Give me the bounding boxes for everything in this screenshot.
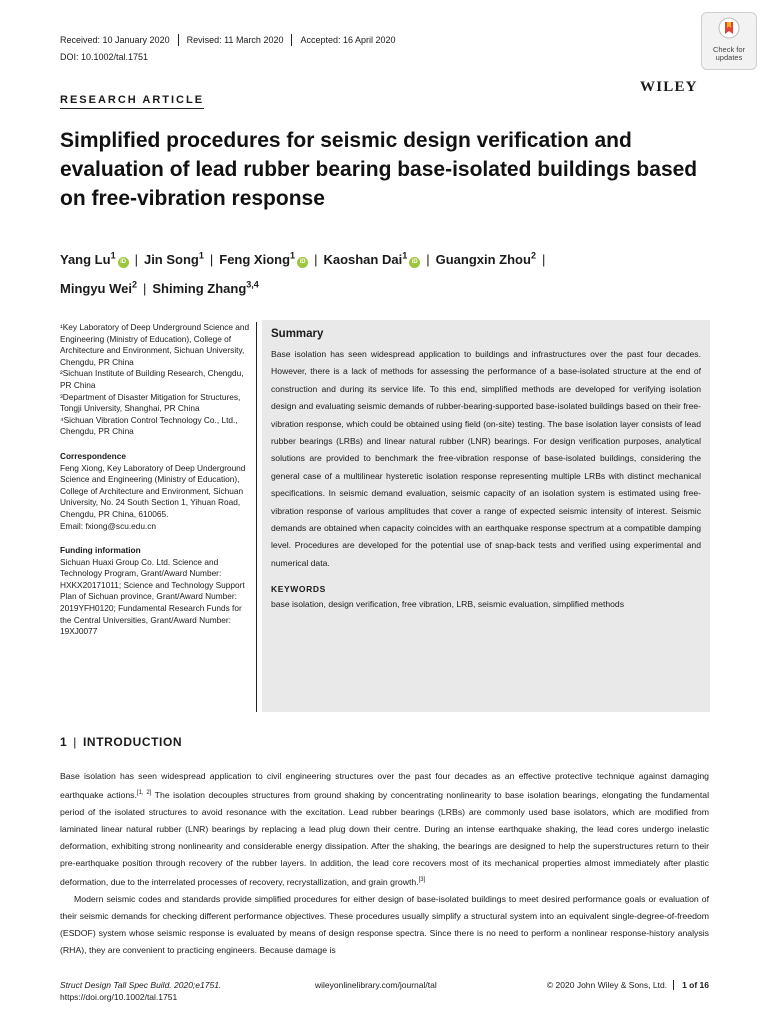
revised-date: Revised: 11 March 2020 [178,34,292,46]
correspondence-email[interactable]: Email: fxiong@scu.edu.cn [60,520,157,531]
check-for-updates-badge[interactable] [701,12,757,70]
orcid-icon[interactable]: iD [409,257,420,268]
keywords-list: base isolation, design verification, free vibration, LRB, seismic evaluation, simplified methods [271,599,624,610]
section-heading [60,735,182,749]
publisher-logo: WILEY [640,79,698,95]
correspondence-text: Feng Xiong, Key Laboratory of Deep Underground Science and Engineering (Ministry of Education), College of Architecture and Environment, Sichuan University, No. 24 South Section 1, Yihuan Road, Chengdu, PR China, 610065. [60,462,246,519]
author[interactable]: Mingyu Wei$^2$ [60,279,137,296]
orcid-icon[interactable]: iD [118,257,129,268]
correspondence-heading: Correspondence [60,450,126,461]
author[interactable]: Guangxin Zhou$^2$ [435,251,536,268]
author[interactable]: Shiming Zhang$^{3,4}$ [152,279,259,296]
affiliation: ³Department of Disaster Mitigation for Structures, Tongji University, Shanghai, PR China [60,391,241,414]
bookmark-icon [718,17,740,39]
author[interactable]: Feng Xiong$^1$iD [219,252,308,267]
author-list [60,244,720,301]
introduction-body [60,768,709,959]
article-dates [60,34,404,46]
copyright: © 2020 John Wiley & Sons, Ltd. [546,980,668,990]
column-divider [256,322,257,712]
author[interactable]: Jin Song$^1$ [143,251,204,268]
article-title: Simplified procedures for seismic design verification and evaluation of lead rubber bearing base-isolated buildings based on free-vibration response [60,129,698,210]
affiliation: ¹Key Laboratory of Deep Underground Science and Engineering (Ministry of Education), College of Architecture and Environment, Sichuan University, Chengdu, PR China [60,322,250,367]
received-date: Received: 10 January 2020 [60,35,170,45]
orcid-icon[interactable]: iD [297,257,308,268]
doi[interactable]: DOI: 10.1002/tal.1751 [60,52,149,62]
journal-url[interactable]: wileyonlinelibrary.com/journal/tal [315,980,437,990]
summary-box [262,320,710,712]
summary-text: Base isolation has seen widespread application to buildings and infrastructures over the past four decades. However, there is a lack of methods for assessing the performance of a base-isolated structure at the end of construction and during its service life. To this end, simplified methods are developed for verifying isolation design and evaluating seismic demands of rubber-bearing-supported base-isolated buildings based on their free-vibration response, which could be obtained using field (on-site) testing. The base isolation layer consists of lead rubber bearings (LRBs) and linear natural rubber (LNR) bearings. For design verification purposes, analytical solutions are provided to benchmark the free-vibration response of base-isolated buildings, considering the general case of a multilinear hysteretic isolation response representing multiple LRBs with distinct mechanical specifications. In seismic demand evaluation, seismic capacity of an isolation system is estimated using free-vibration response of various amplitudes that cover a range of expected seismic intensity of interest. Seismic demands are obtained when capacity coincides with an earthquake response spectrum at a compatible damping level. Procedures are developed for the potential use of snap-back tests and verified using experimental and numerical data. [271,349,701,568]
accepted-date: Accepted: 16 April 2020 [291,34,403,46]
keywords-heading: KEYWORDS [271,584,326,595]
citation-link[interactable]: [3] [418,876,426,883]
paragraph: Base isolation has seen widespread application to civil engineering structures over the past four decades as an effective protective technique against damaging earthquake actions.[1, 2] The isolation decouples structures from ground shaking by concentrating nonlinearity to base isolation bearings, elongating the fundamental period of the isolated structures to avoid resonance with the excitation. Lead rubber bearings (LRBs) are commonly used base isolators, which are modified from laminated linear natural rubber (LNR) bearings by replacing a lead plug down their centre. During an intense earthquake shaking, the lead cores undergo inelastic deformation, exhibiting strong nonlinearity and considerable energy dissipation. After the shaking, the bearings are designed to help the superstructures return to their pre-earthquake position through recovery of the rubber layers. In addition, the lead core recovers most of its mechanical properties almost immediately after plastic deformation, due to the interrelated processes of recovery, recrystallization, and grain growth.[3] [60,771,709,887]
author-separator: | [541,252,546,268]
affiliation: ⁴Sichuan Vibration Control Technology Co., Ltd., Chengdu, PR China [60,414,238,437]
citation-link[interactable]: [1, 2] [136,790,152,796]
summary-heading: Summary [271,328,324,340]
section-number: 1 [60,735,68,749]
badge-line1: Check for [712,45,746,54]
journal-citation: Struct Design Tall Spec Build. 2020;e1751. [60,980,222,990]
author-separator: | [314,252,318,268]
author-separator: | [143,280,147,296]
author[interactable]: Yang Lu$^1$iD [60,252,129,267]
article-type: RESEARCH ARTICLE [60,94,204,109]
funding-text: Sichuan Huaxi Group Co. Ltd. Science and Technology Program, Grant/Award Number: HXKX20171011; Science and Technology Support Plan of Sichuan province, Grant/Award Number: 2019YFH0120; Fundamental Research Funds for the Central Universities, Grant/Award Number: 19XJ0077 [60,556,245,637]
affiliation: ²Sichuan Institute of Building Research, Chengdu, PR China [60,368,244,390]
author-separator: | [426,252,430,268]
paragraph: Modern seismic codes and standards provide simplified procedures for either design of base-isolated buildings to meet desired performance goals or evaluation of their seismic demands for checking different performance objectives. These procedures usually simplify a structural system into an equivalent single-degree-of-freedom (ESDOF) system whose seismic response is evaluated by means of design response spectra. Since there is no need to perform a nonlinear response-history analysis (RHA), they are convenient to practicing engineers. Because damage is [60,893,709,955]
section-separator: | [73,735,77,749]
funding-heading: Funding information [60,545,141,556]
section-title: INTRODUCTION [83,735,183,749]
author[interactable]: Kaoshan Dai$^1$iD [323,252,420,267]
author-separator: | [134,252,138,268]
front-matter-sidebar [60,322,250,638]
badge-line2: updates [715,53,743,62]
page-number: 1 of 16 [673,980,709,990]
author-separator: | [209,252,214,268]
doi-link[interactable]: https://doi.org/10.1002/tal.1751 [60,992,178,1002]
